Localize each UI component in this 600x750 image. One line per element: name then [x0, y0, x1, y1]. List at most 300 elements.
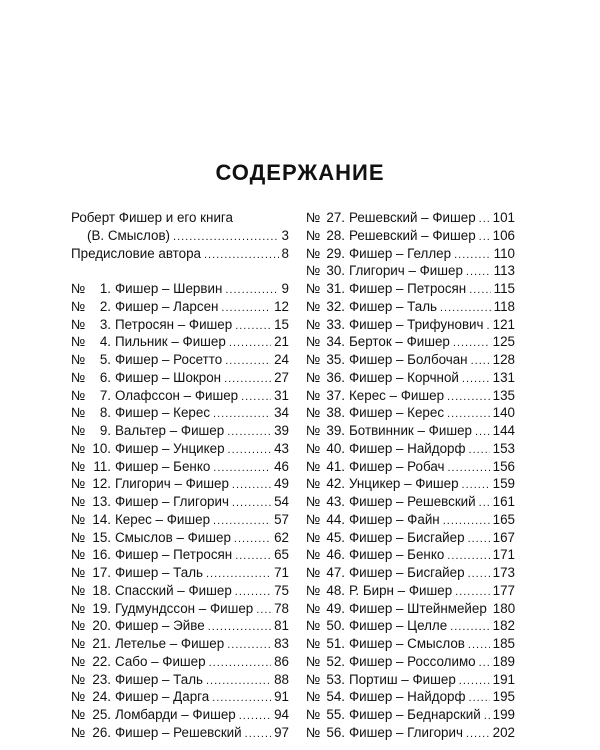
toc-entry — [71, 653, 289, 671]
game-title: Фишер – Таль — [115, 671, 203, 687]
toc-left-column — [71, 209, 289, 742]
game-number: 52. — [326, 653, 345, 669]
game-page: 31 — [274, 387, 289, 403]
game-number: 36. — [326, 369, 345, 385]
entry-page: 8 — [281, 245, 289, 261]
game-page: 39 — [274, 423, 289, 438]
game-number: 32. — [326, 298, 345, 314]
leader-dots — [235, 548, 271, 566]
game-page: 57 — [274, 511, 289, 527]
game-number: 21. — [92, 636, 111, 651]
toc-entry — [306, 635, 515, 653]
toc-entry — [71, 351, 289, 369]
toc-right-column — [306, 209, 515, 742]
toc-entry — [71, 724, 289, 742]
game-page: 202 — [492, 724, 515, 740]
game-number: 24. — [92, 689, 111, 705]
game-number: 47. — [326, 565, 345, 580]
game-page: 113 — [493, 263, 515, 279]
game-title: Фишер – Трифунович — [349, 316, 484, 332]
number-sign: № — [71, 600, 86, 616]
toc-entry — [306, 404, 515, 422]
game-page: 121 — [492, 316, 515, 332]
game-page: 91 — [274, 689, 289, 705]
spacer — [71, 262, 289, 280]
number-sign: № — [71, 387, 86, 403]
game-title: Фишер – Бенко — [115, 458, 211, 474]
game-number: 18. — [92, 582, 111, 598]
game-page: 86 — [274, 653, 289, 669]
number-sign: № — [306, 671, 321, 687]
toc-entry — [306, 724, 515, 742]
game-page: 83 — [274, 636, 289, 651]
number-sign: № — [71, 565, 86, 580]
game-title: Фишер – Файн — [349, 511, 440, 527]
game-page: 185 — [492, 636, 515, 651]
game-list-left — [71, 280, 289, 742]
game-title: Керес – Фишер — [115, 511, 211, 527]
number-sign: № — [306, 458, 321, 474]
toc-entry — [71, 369, 289, 387]
game-page: 161 — [492, 494, 515, 509]
number-sign: № — [306, 263, 321, 279]
number-sign: № — [306, 316, 321, 332]
toc-entry — [71, 688, 289, 706]
game-page: 167 — [492, 529, 515, 545]
game-title: Фишер – Дарга — [115, 689, 210, 705]
leader-dots — [225, 282, 278, 300]
toc-entry — [71, 546, 289, 564]
leader-dots — [241, 389, 271, 407]
game-number: 26. — [92, 724, 111, 740]
game-page: 65 — [274, 547, 289, 563]
game-title: Спасский – Фишер — [115, 582, 232, 598]
game-number: 44. — [326, 511, 345, 527]
toc-entry — [71, 404, 289, 422]
leader-dots — [239, 708, 271, 726]
leader-dots — [225, 353, 271, 371]
game-number: 1. — [99, 281, 111, 296]
game-title: Фишер – Бенко — [349, 547, 445, 563]
game-title: Фишер – Решевский — [349, 494, 476, 509]
game-title: Фишер – Петросян — [349, 281, 467, 296]
game-title: Фишер – Ларсен — [115, 298, 219, 314]
number-sign: № — [306, 298, 321, 314]
number-sign: № — [71, 582, 86, 598]
number-sign: № — [71, 476, 86, 492]
entry-page: 3 — [281, 227, 289, 243]
leader-dots — [235, 318, 271, 336]
game-number: 34. — [326, 334, 345, 350]
game-page: 49 — [274, 476, 289, 492]
game-title: Вальтер – Фишер — [115, 423, 225, 438]
toc-entry — [306, 493, 515, 511]
game-number: 49. — [326, 600, 345, 616]
number-sign: № — [306, 724, 321, 740]
leader-dots — [479, 229, 490, 247]
number-sign: № — [306, 618, 321, 634]
game-page: 165 — [492, 511, 515, 527]
number-sign: № — [71, 298, 86, 314]
toc-entry — [306, 582, 515, 600]
game-number: 15. — [92, 529, 111, 545]
toc-entry — [71, 617, 289, 635]
page-title: СОДЕРЖАНИЕ — [215, 160, 385, 185]
number-sign: № — [71, 440, 86, 456]
game-title: Р. Бирн – Фишер — [349, 582, 453, 598]
game-title: Фишер – Керес — [349, 405, 445, 421]
leader-dots — [232, 495, 271, 513]
game-page: 78 — [274, 600, 289, 616]
game-page: 110 — [493, 245, 515, 261]
number-sign: № — [71, 458, 86, 474]
game-page: 115 — [493, 281, 515, 296]
game-title: Фишер – Росетто — [115, 352, 223, 367]
toc-entry — [306, 333, 515, 351]
number-sign: № — [306, 387, 321, 403]
game-title: Ботвинник – Фишер — [349, 423, 472, 438]
game-page: 54 — [274, 494, 289, 509]
game-title: Фишер – Смыслов — [349, 636, 465, 651]
game-number: 28. — [326, 227, 345, 243]
game-page: 97 — [274, 724, 289, 740]
toc-entry — [71, 529, 289, 547]
game-number: 43. — [326, 494, 345, 509]
game-title: Фишер – Шервин — [115, 281, 223, 296]
leader-dots — [469, 282, 490, 300]
toc-entry — [306, 245, 515, 263]
number-sign: № — [306, 245, 321, 261]
number-sign: № — [71, 316, 86, 332]
game-title: Гудмундссон – Фишер — [115, 600, 254, 616]
game-number: 41. — [326, 458, 345, 474]
toc-entry — [71, 298, 289, 316]
entry-title: Предисловие автора — [71, 245, 201, 261]
toc-entry — [306, 298, 515, 316]
game-number: 48. — [326, 582, 345, 598]
game-page: 75 — [274, 582, 289, 598]
number-sign: № — [306, 600, 321, 616]
leader-dots — [484, 708, 490, 726]
game-page: 144 — [492, 423, 515, 438]
toc-entry — [71, 493, 289, 511]
number-sign: № — [71, 511, 86, 527]
game-number: 6. — [99, 369, 111, 385]
toc-entry — [306, 351, 515, 369]
toc-entry — [71, 511, 289, 529]
leader-dots — [479, 211, 490, 229]
toc-entry — [306, 369, 515, 387]
game-title: Фишер – Бисгайер — [349, 529, 465, 545]
game-title: Унцикер – Фишер — [349, 476, 459, 492]
toc-entry — [71, 280, 289, 298]
game-title: Фишер – Таль — [349, 298, 437, 314]
toc-entry — [306, 440, 515, 458]
game-page: 46 — [274, 458, 289, 474]
toc-entry — [306, 546, 515, 564]
number-sign: № — [306, 689, 321, 705]
number-sign: № — [306, 653, 321, 669]
game-number: 55. — [326, 707, 345, 722]
toc-entry — [306, 564, 515, 582]
toc-entry — [71, 440, 289, 458]
game-number: 2. — [99, 298, 111, 314]
game-title: Фишер – Найдорф — [349, 440, 466, 456]
game-number: 16. — [92, 547, 111, 563]
toc-entry — [306, 316, 515, 334]
game-page: 24 — [274, 352, 289, 367]
preface-entry-smyslov — [71, 227, 289, 245]
game-page: 125 — [492, 334, 515, 350]
toc-entry — [71, 635, 289, 653]
game-title: Фишер – Болбочан — [349, 352, 468, 367]
game-number: 37. — [326, 387, 345, 403]
game-title: Фишер – Решевский — [115, 724, 242, 740]
game-title: Смыслов – Фишер — [115, 529, 231, 545]
leader-dots — [468, 531, 490, 549]
number-sign: № — [306, 423, 321, 438]
game-page: 27 — [274, 369, 289, 385]
number-sign: № — [306, 352, 321, 367]
game-title: Решевский – Фишер — [349, 227, 476, 243]
toc-entry — [306, 600, 515, 618]
toc-entry — [306, 422, 515, 440]
game-number: 31. — [326, 281, 345, 296]
number-sign: № — [71, 281, 86, 296]
number-sign: № — [71, 529, 86, 545]
game-page: 156 — [492, 458, 515, 474]
game-page: 128 — [492, 352, 515, 367]
game-page: 189 — [492, 653, 515, 669]
toc-entry — [71, 706, 289, 724]
leader-dots — [232, 477, 271, 495]
number-sign: № — [306, 227, 321, 243]
number-sign: № — [306, 511, 321, 527]
game-page: 94 — [274, 707, 289, 722]
number-sign: № — [306, 440, 321, 456]
game-number: 7. — [99, 387, 111, 403]
game-title: Летелье – Фишер — [115, 636, 225, 651]
game-number: 17. — [92, 565, 111, 580]
game-title: Фишер – Глигорич — [115, 494, 229, 509]
game-number: 8. — [99, 405, 111, 421]
leader-dots — [466, 264, 491, 282]
game-title: Фишер – Найдорф — [349, 689, 466, 705]
leader-dots — [447, 389, 490, 407]
game-number: 35. — [326, 352, 345, 367]
toc-entry — [71, 458, 289, 476]
number-sign: № — [71, 689, 86, 705]
game-number: 22. — [92, 653, 111, 669]
game-page: 12 — [274, 298, 289, 314]
toc-entry — [71, 600, 289, 618]
number-sign: № — [306, 547, 321, 563]
leader-dots — [487, 318, 490, 336]
game-number: 51. — [326, 636, 345, 651]
toc-entry — [306, 209, 515, 227]
number-sign: № — [71, 352, 86, 367]
number-sign: № — [71, 423, 86, 438]
game-number: 40. — [326, 440, 345, 456]
leader-dots — [466, 726, 490, 744]
number-sign: № — [306, 494, 321, 509]
leader-dots — [479, 655, 490, 673]
game-page: 135 — [492, 387, 515, 403]
game-number: 42. — [326, 476, 345, 492]
game-title: Портиш – Фишер — [349, 671, 456, 687]
game-page: 71 — [274, 565, 289, 580]
number-sign: № — [71, 618, 86, 634]
toc-entry — [306, 227, 515, 245]
game-title: Фишер – Керес — [115, 405, 211, 421]
game-page: 177 — [492, 582, 515, 598]
entry-title: (В. Смыслов) — [87, 227, 171, 243]
game-title: Берток – Фишер — [349, 334, 450, 350]
game-page: 153 — [492, 440, 515, 456]
toc-entry — [306, 529, 515, 547]
number-sign: № — [71, 369, 86, 385]
number-sign: № — [71, 671, 86, 687]
game-page: 101 — [492, 210, 515, 225]
game-number: 20. — [92, 618, 111, 634]
number-sign: № — [306, 405, 321, 421]
game-title: Сабо – Фишер — [115, 653, 206, 669]
toc-entry — [71, 671, 289, 689]
game-title: Фишер – Геллер — [349, 245, 452, 261]
leader-dots — [206, 673, 271, 691]
number-sign: № — [71, 724, 86, 740]
number-sign: № — [306, 476, 321, 492]
number-sign: № — [71, 653, 86, 669]
number-sign: № — [306, 636, 321, 651]
game-title: Фишер – Глигорич — [349, 724, 463, 740]
game-number: 38. — [326, 405, 345, 421]
game-list-right — [306, 209, 515, 742]
game-title: Глигорич – Фишер — [349, 263, 463, 279]
game-page: 159 — [492, 476, 515, 492]
number-sign: № — [71, 334, 86, 350]
game-title: Ломбарди – Фишер — [115, 707, 236, 722]
number-sign: № — [306, 707, 321, 722]
game-title: Фишер – Робач — [349, 458, 445, 474]
leader-dots — [228, 442, 272, 460]
game-title: Фишер – Эйве — [115, 618, 205, 634]
number-sign: № — [306, 529, 321, 545]
game-page: 88 — [274, 671, 289, 687]
game-title: Олафссон – Фишер — [115, 387, 239, 403]
game-title: Глигорич – Фишер — [115, 476, 229, 492]
number-sign: № — [306, 565, 321, 580]
game-number: 10. — [92, 440, 111, 456]
game-title: Фишер – Бисгайер — [349, 565, 465, 580]
game-page: 171 — [492, 547, 515, 563]
toc-entry — [306, 458, 515, 476]
leader-dots — [209, 655, 272, 673]
game-page: 106 — [492, 227, 515, 243]
toc-entry — [306, 475, 515, 493]
toc-entry — [306, 617, 515, 635]
game-title: Решевский – Фишер — [349, 210, 476, 225]
toc-entry — [306, 387, 515, 405]
number-sign: № — [71, 707, 86, 722]
number-sign: № — [306, 582, 321, 598]
leader-dots — [468, 566, 490, 584]
game-title: Фишер – Петросян — [115, 547, 233, 563]
number-sign: № — [71, 547, 86, 563]
toc-entry — [306, 511, 515, 529]
game-number: 13. — [92, 494, 111, 509]
game-page: 21 — [274, 334, 289, 350]
number-sign: № — [306, 281, 321, 296]
game-title: Фишер – Целле — [349, 618, 448, 634]
game-page: 140 — [492, 405, 515, 421]
game-page: 62 — [274, 529, 289, 545]
toc-entry — [306, 653, 515, 671]
leader-dots — [475, 424, 490, 442]
game-number: 12. — [92, 476, 111, 492]
game-title: Фишер – Россолимо — [349, 653, 476, 669]
toc-entry — [71, 582, 289, 600]
leader-dots — [229, 335, 271, 353]
game-number: 25. — [92, 707, 111, 722]
game-number: 50. — [326, 618, 345, 634]
toc-entry — [71, 316, 289, 334]
leader-dots — [256, 602, 271, 620]
game-number: 3. — [99, 316, 111, 332]
toc-entry — [306, 262, 515, 280]
game-page: 131 — [492, 369, 515, 385]
number-sign: № — [71, 494, 86, 509]
preface-line-author: Роберт Фишер и его книга — [71, 210, 233, 225]
game-page: 34 — [274, 405, 289, 421]
number-sign: № — [71, 405, 86, 421]
game-title: Пильник – Фишер — [115, 334, 226, 350]
game-page: 191 — [492, 671, 515, 687]
game-title: Фишер – Унцикер — [115, 440, 225, 456]
game-page: 43 — [274, 440, 289, 456]
leader-dots — [479, 495, 490, 513]
game-number: 14. — [92, 511, 111, 527]
game-page: 182 — [492, 618, 515, 634]
leader-dots — [245, 726, 271, 744]
game-number: 5. — [99, 352, 111, 367]
game-number: 33. — [326, 316, 345, 332]
game-page: 9 — [281, 281, 289, 296]
game-title: Фишер – Штейнмейер — [349, 600, 487, 616]
game-number: 54. — [326, 689, 345, 705]
game-page: 180 — [492, 600, 516, 616]
game-page: 199 — [492, 707, 515, 722]
game-number: 19. — [92, 600, 111, 616]
toc-entry — [71, 564, 289, 582]
number-sign: № — [306, 210, 321, 225]
preface-entry-author-foreword — [71, 245, 289, 263]
leader-dots — [469, 442, 490, 460]
toc-entry — [306, 706, 515, 724]
leader-dots — [234, 531, 271, 549]
toc-entry — [306, 280, 515, 298]
toc-entry — [306, 671, 515, 689]
game-title: Керес – Фишер — [349, 387, 445, 403]
game-title: Фишер – Беднарский — [349, 707, 481, 722]
toc-entry — [306, 688, 515, 706]
number-sign: № — [306, 369, 321, 385]
game-number: 30. — [326, 263, 345, 279]
toc-entry — [71, 387, 289, 405]
toc-entry — [71, 475, 289, 493]
leader-dots — [471, 353, 490, 371]
game-title: Фишер – Таль — [115, 565, 203, 580]
